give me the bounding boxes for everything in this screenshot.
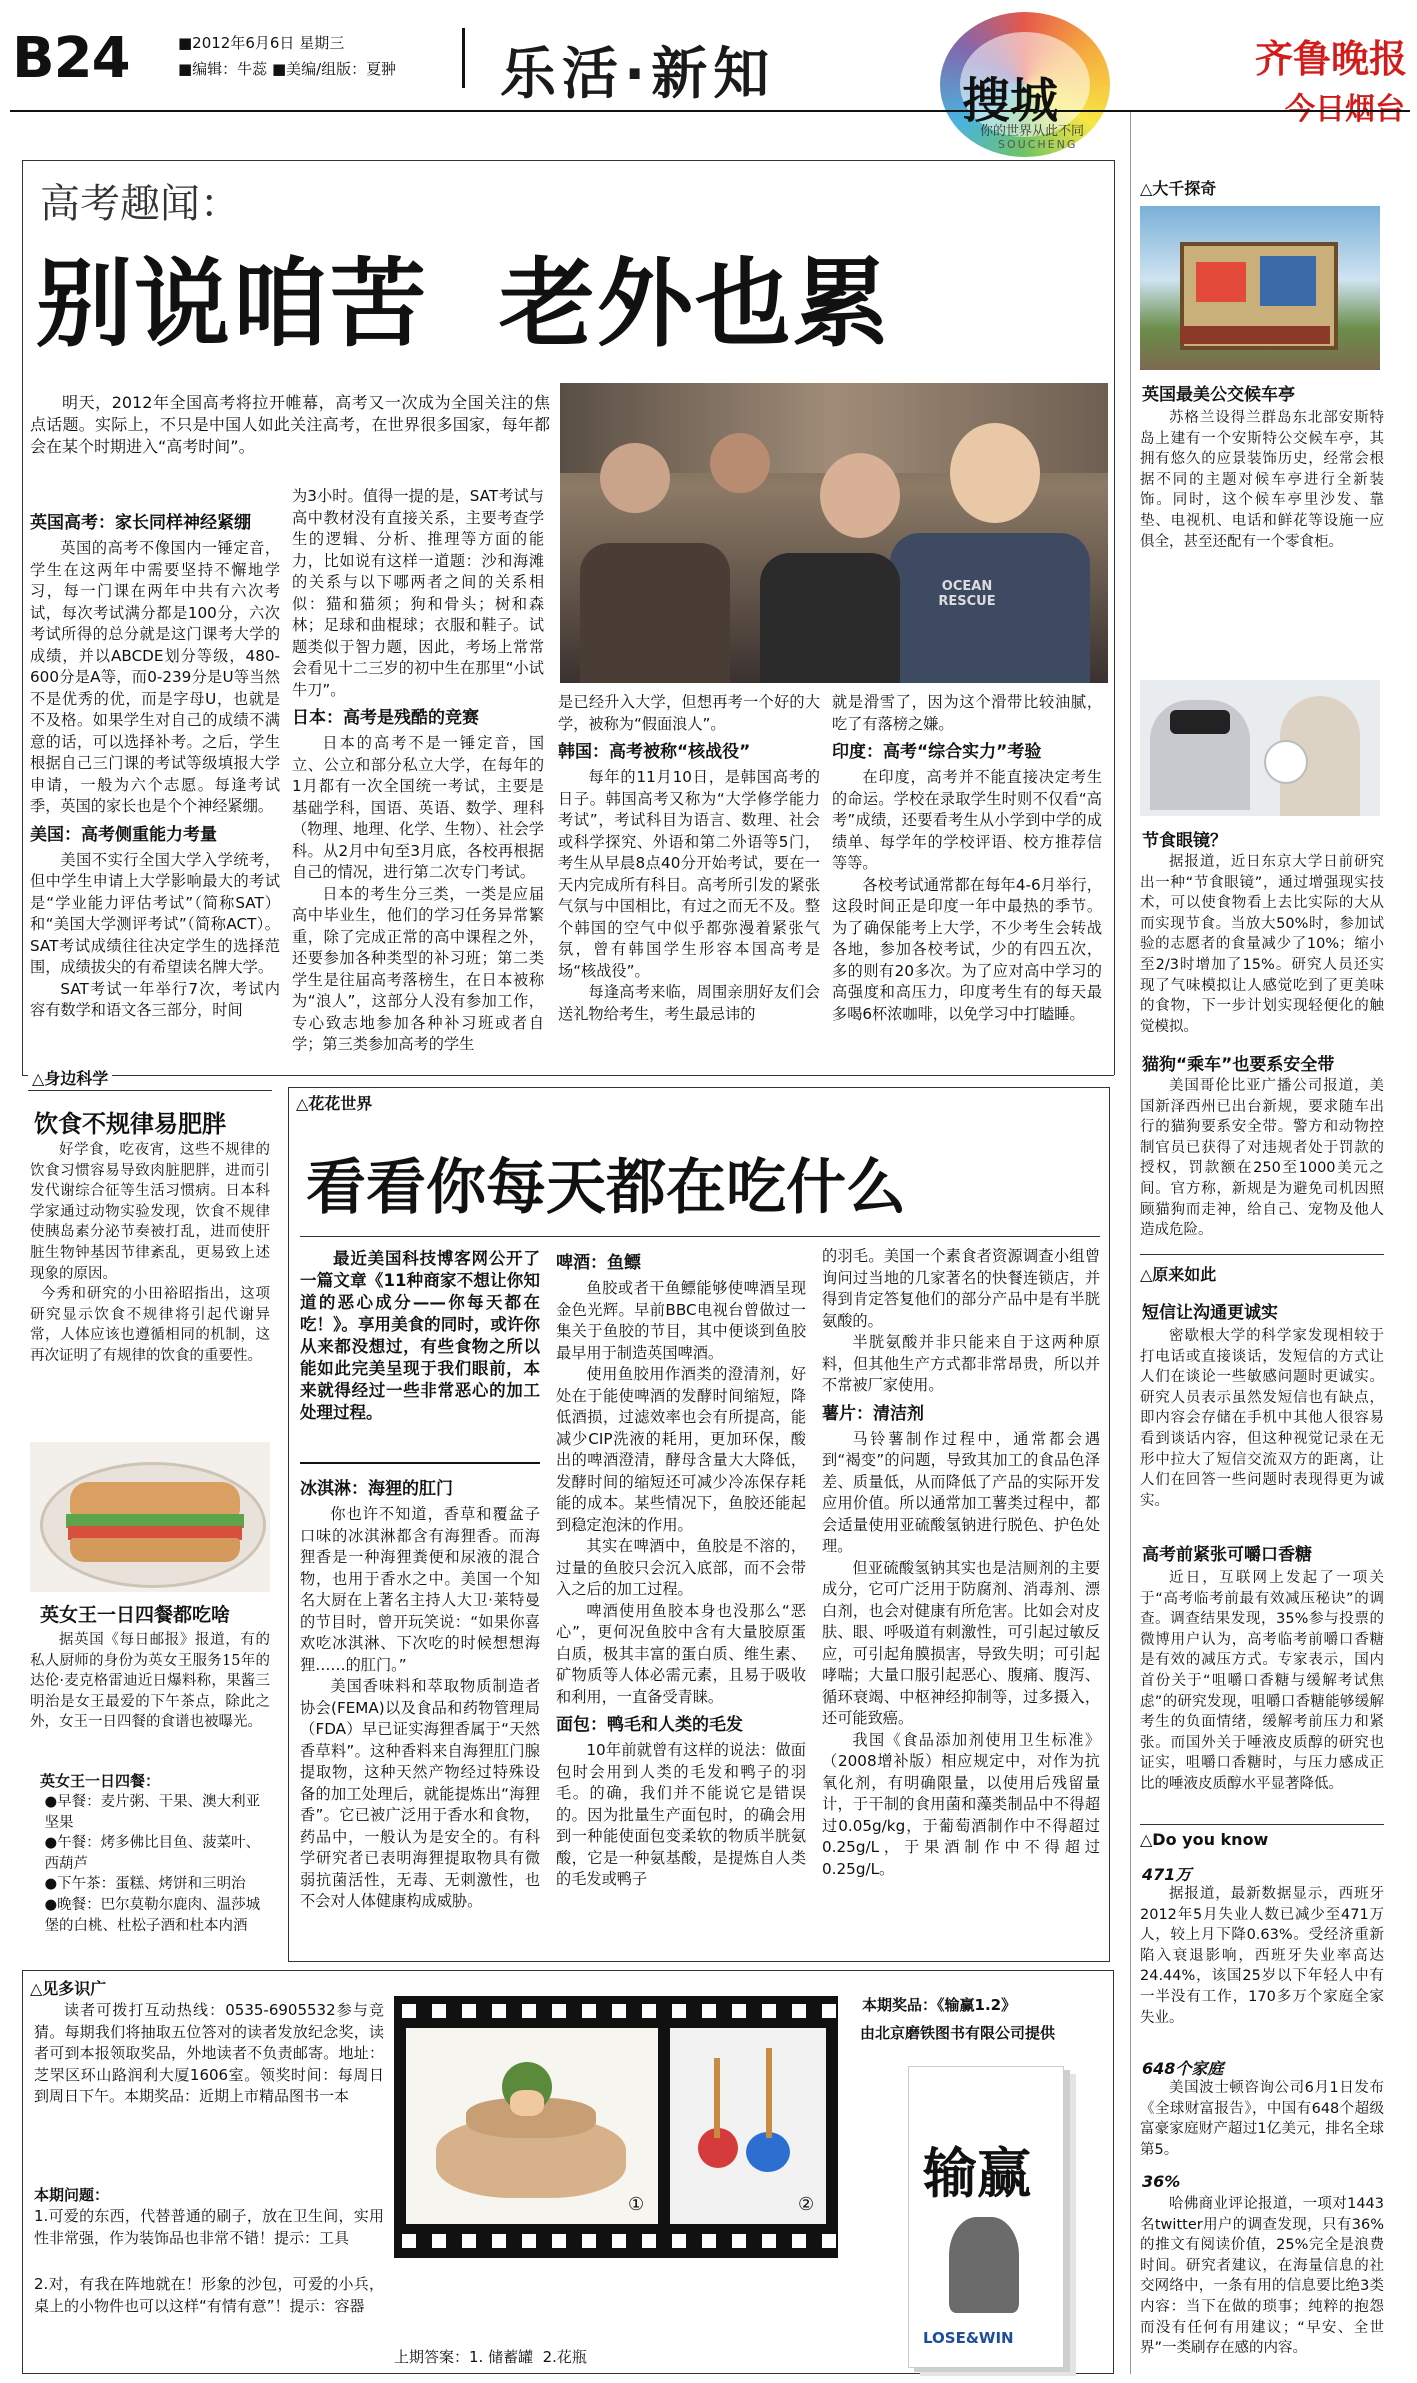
- stat-3-body: 哈佛商业评论报道，一项对1443名twitter用户的调查发现，只有36%的推文有阅读价值，25%完全是浪费时间。研究者建议，在海量信息的社交网络中，一条有用的信息要比绝3类内容：当下在做的琐事；纯粹的抱怨而没有任何有用建议；“早安、全世界”一类刷存在感的内容。: [1140, 2196, 1384, 2357]
- book-cover: [908, 2066, 1064, 2368]
- editor-credits: ■编辑：牛蕊 ■美编/组版：夏翀: [178, 60, 397, 78]
- lead-bottom-rule: [22, 1075, 1114, 1076]
- film-strip: [394, 1996, 838, 2258]
- meal-item: ●午餐：烤多佛比目鱼、菠菜叶、西葫芦: [44, 1835, 261, 1872]
- paragraph: 是已经升入大学，但想再考一个好的大学，被称为“假面浪人”。: [558, 693, 820, 733]
- feature-headline: 看看你每天都在吃什么: [306, 1153, 906, 1223]
- lead-left-rule: [22, 160, 23, 1075]
- section-label-world: △花花世界: [296, 1094, 373, 1113]
- quiz-question-1: 1.可爱的东西，代替普通的刷子，放在卫生间，实用性非常强，作为装饰品也非常不错！提示：工具: [34, 2207, 384, 2247]
- page-number: B24: [12, 26, 130, 91]
- subheading: 啤酒：鱼鳔: [556, 1253, 641, 1273]
- queen-meals-list: [30, 1792, 270, 1952]
- paragraph: 美国不实行全国大学入学统考，但中学生申请上大学影响最大的考试是“学业能力评估考试”（简称SAT）和“美国大学测评考试”（简称ACT）。SAT考试成绩往往决定学生的选择范围，成绩拔尖的有希望读名牌大学。: [30, 850, 280, 976]
- stat-1-body: 据报道，最新数据显示，西班牙2012年5月失业人数已减少至471万人，较上月下降0.63%。受经济重新陷入衰退影响，西班牙失业率高达24.44%，该国25岁以下年轻人中有一半没有工作，170多万个家庭全家失业。: [1140, 1886, 1384, 2026]
- feature-col-3: [822, 1246, 1100, 1954]
- prize-line-1: 本期奖品：《输赢1.2》: [862, 1996, 1017, 2014]
- paragraph: 马铃薯制作过程中，通常都会遇到“褐变”的问题，导致其加工的食品色泽差、质量低，从而降低了产品的实际开发应用价值。所以通常加工薯类过程中，都会适量使用亚硫酸氢钠进行脱色、护色处理。: [822, 1429, 1100, 1555]
- logo-text: 搜城: [962, 73, 1059, 129]
- quiz-label-2: ②: [798, 2194, 815, 2215]
- section-label-reason: △原来如此: [1140, 1265, 1217, 1284]
- subheading: 韩国：高考被称“核战役”: [558, 742, 751, 762]
- paragraph: 各校考试通常都在每年4-6月举行，这段时间正是印度一年中最热的季节。为了确保能考上大学，不少考生会转战各地，参加各校考试，少的有四五次，多的则有20多次。为了应对高中学习的高强度和高压力，印度考生有的每天最多喝6杯浓咖啡，以免学习中打瞌睡。: [832, 875, 1102, 1023]
- gum-title: 高考前紧张可嚼口香糖: [1142, 1545, 1312, 1565]
- pet-seatbelt-title: 猫狗“乘车”也要系安全带: [1142, 1055, 1335, 1075]
- newspaper-name: 齐鲁晚报: [1254, 36, 1407, 81]
- bus-shelter-title: 英国最美公交候车亭: [1142, 385, 1295, 405]
- students-photo: [560, 383, 1108, 683]
- lead-headline: 别说咱苦 老外也累: [36, 248, 891, 360]
- book-figure-icon: [949, 2217, 1019, 2313]
- logo-english: SOUCHENG: [998, 138, 1078, 151]
- queen-meals-title: 英女王一日四餐都吃啥: [40, 1604, 231, 1626]
- quiz-intro: 读者可拨打互动热线：0535-6905532参与竞猜。每期我们将抽取五位答对的读者发放纪念奖，读者可到本报领取奖品，外地读者不负责邮寄。地址：芝罘区环山路润利大厦1606室。领奖时间：每周日到周日下午。本期奖品：近期上市精品图书一本: [34, 2001, 384, 2105]
- section-label-did-you-know: △Do you know: [1140, 1830, 1269, 1849]
- diet-glasses-photo: [1140, 680, 1380, 816]
- lead-kicker: 高考趣闻：: [40, 181, 240, 227]
- meal-item: ●下午茶：蛋糕、烤饼和三明治: [44, 1876, 246, 1893]
- logo-slogan: 你的世界从此不同: [980, 124, 1085, 139]
- lead-intro: 明天，2012年全国高考将拉开帷幕，高考又一次成为全国关注的焦点话题。实际上，不只是中国人如此关注高考，在世界很多国家，每年都会在某个时期进入“高考时间”。: [30, 393, 550, 456]
- pet-seatbelt-body: 美国哥伦比亚广播公司报道，美国新泽西州已出台新规，要求随车出行的猫狗要系安全带。警方和动物控制官员已获得了对违规者处于罚款的授权，罚款额在250至1000美元之间。官方称，新规是为避免司机因照顾猫狗而走神，给自己、宠物及他人造成危险。: [1140, 1078, 1384, 1239]
- paragraph: 鱼胶或者干鱼鳔能够使啤酒呈现金色光辉。早前BBC电视台曾做过一集关于鱼胶的节目，其中便谈到鱼胶最早用于制造英国啤酒。: [556, 1279, 806, 1362]
- paragraph: 其实在啤酒中，鱼胶是不溶的，过量的鱼胶只会沉入底部，而不会带入之后的加工过程。: [556, 1537, 806, 1598]
- film-perforations-bottom: [394, 2234, 838, 2248]
- section-label-science: △身边科学: [28, 1066, 112, 1089]
- diet-glasses-body: 据报道，近日东京大学日前研究出一种“节食眼镜”，通过增强现实技术，可以使食物看上去比实际的大从而实现节食。当放大50%时，参加试验的志愿者的食量减少了10%；缩小至2/3时增加了15%。研究人员还实现了气味模拟让人感觉吃到了更美味的食物，下一步计划实现轻便化的触觉模拟。: [1140, 854, 1384, 1035]
- feature-col-2: [556, 1246, 806, 1954]
- issue-date: ■2012年6月6日 星期三: [178, 34, 345, 52]
- last-issue-answer: 上期答案：1. 储蓄罐 2.花瓶: [394, 2348, 587, 2366]
- stat-1-heading: 471万: [1142, 1865, 1192, 1884]
- lead-col-1: [30, 506, 280, 1068]
- subheading: 冰淇淋：海狸的肛门: [300, 1479, 453, 1499]
- paragraph: 每逢高考来临，周围亲朋好友们会送礼物给考生，考生最忌讳的: [558, 983, 820, 1023]
- paragraph: 你也许不知道，香草和覆盆子口味的冰淇淋都含有海狸香。而海狸香是一种海狸粪便和尿液的混合物，也用于香水之中。美国一个知名大厨在上著名主持人大卫·莱特曼的节目时，曾开玩笑说：“如果你喜欢吃冰淇淋、下次吃的时候想想海狸……的肛门。”: [300, 1505, 540, 1674]
- paragraph: 使用鱼胶用作酒类的澄清剂，好处在于能使啤酒的发酵时间缩短，降低酒损，过滤效率也会有所提高，能减少CIP洗液的耗用，更加环保，酸出的啤酒澄清，酵母含量大大降低，发酵时间的缩短还可减少冷冻保存耗能的成本。某些情况下，鱼胶还能起到稳定泡沫的作用。: [556, 1365, 806, 1534]
- paragraph: SAT考试一年举行7次，考试内容有数学和语文各三部分，时间: [30, 979, 280, 1019]
- gum-body: 近日，互联网上发起了一项关于“高考临考前最有效减压秘诀”的调查。调查结果发现，35%参与投票的微博用户认为，高考临考前嚼口香糖是有效的减压方式。专家表示，国内首份关于“咀嚼口香糖与缓解考试焦虑”的研究发现，咀嚼口香糖能够缓解考生的负面情绪，缓解考前压力和紧张。而国外关于唾液皮质醇的研究也证实，咀嚼口香糖时，与压力感成正比的唾液皮质醇水平显著降低。: [1140, 1570, 1384, 1792]
- paragraph: 10年前就曾有这样的说法：做面包时会用到人类的毛发和鸭子的羽毛。的确，我们并不能说它是错误的。因为批量生产面包时，的确会用到一种能使面包变柔软的物质半胱氨酸，它是一种氨基酸，是提炼自人类的毛发或鸭子: [556, 1741, 806, 1888]
- section-label-knowledge: △见多识广: [30, 1979, 107, 1998]
- paragraph: 但亚硫酸氢钠其实也是洁厕剂的主要成分，它可广泛用于防腐剂、消毒剂、漂白剂，也会对健康有所危害。比如会对皮肤、眼、呼吸道有刺激性，可引起过敏反应，可引起角膜损害，导致失明；可引起哮喘；大量口服引起恶心、腹痛、腹泻、循环衰竭、中枢神经抑制等，过多摄入，还可能致癌。: [822, 1558, 1100, 1727]
- shirt-print: OCEAN RESCUE: [938, 579, 996, 609]
- paragraph: 英国的高考不像国内一锤定音，学生在这两年中需要坚持不懈地学习，每一门课在两年中共有六次考试，每次考试满分都是100分，六次考试所得的总分就是这门课考大学的成绩，并以ABCDE划分等级，480-600分是A等，而0-239分是U等当然不是优秀的优，而是字母U，也就是不及格。如果学生对自己的成绩不满意的话，可以选择补考。之后，学生根据自己三门课的考试等级填报大学申请，一般为六个志愿。每逢考试季，英国的家长也是个个神经紧绷。: [30, 539, 280, 815]
- masthead-rule: [10, 110, 1410, 112]
- section-title: 乐活·新知: [500, 42, 776, 107]
- science-title: 饮食不规律易肥胖: [34, 1110, 226, 1138]
- soucheng-logo: [900, 12, 1240, 162]
- paragraph: 日本的高考不是一锤定音，国立、公立和部分私立大学，在每年的1月都有一次全国统一考试，主要是基础学科，国语、英语、数学、理科（物理、地理、化学、生物）、社会学科。从2月中旬至3月底，各校再根据自己的情况，进行第二次专门考试。: [292, 734, 544, 881]
- feature-lead: 最近美国科技博客网公开了一篇文章《11种商家不想让你知道的恶心成分——你每天都在吃！》。享用美食的同时，或许你从来都没想过，有些食物之所以能如此完美呈现于我们眼前，本来就得经过一些非常恶心的加工处理过程。: [300, 1249, 540, 1422]
- book-title: 输赢: [923, 2142, 1031, 2205]
- paragraph: 半胱氨酸并非只能来自于这两种原料，但其他生产方式都非常昂贵，所以并不常被厂家使用。: [822, 1333, 1100, 1394]
- lead-col-2: [292, 486, 544, 1068]
- quiz-label-1: ①: [628, 2194, 645, 2215]
- subheading: 薯片：清洁剂: [822, 1403, 924, 1424]
- paragraph: 啤酒使用鱼胶本身也没那么“恶心”，更何况鱼胶中含有大量胶原蛋白质，极其丰富的蛋白质、维生素、矿物质等人体必需元素，且易于吸收和利用，一直备受青睐。: [556, 1601, 806, 1706]
- bus-shelter-body: 苏格兰设得兰群岛东北部安斯特岛上建有一个安斯特公交候车亭，其拥有悠久的应景装饰历史，经常会根据不同的主题对候车亭进行全新装饰。同时，这个候车亭里沙发、靠垫、电视机、电话和鲜花等设施一应俱全，甚至还配有一个零食柜。: [1140, 410, 1384, 550]
- lead-top-rule: [22, 160, 1114, 161]
- meal-item: ●早餐：麦片粥、干果、澳大利亚坚果: [44, 1794, 261, 1831]
- sandwich-photo: [30, 1442, 270, 1592]
- paragraph: 的羽毛。美国一个素食者资源调查小组曾询问过当地的几家著名的快餐连锁店，并得到肯定答复他们的部分产品中是有半胱氨酸的。: [822, 1247, 1100, 1330]
- subheading: 英国高考：家长同样神经紧绷: [30, 513, 251, 533]
- feature-col-1: [300, 1472, 540, 1954]
- masthead-divider: [462, 28, 465, 88]
- lead-right-rule: [1114, 160, 1115, 1075]
- book-english-title: LOSE&WIN: [923, 2329, 1014, 2347]
- paragraph: 就是滑雪了，因为这个滑带比较油腻，吃了有落榜之嫌。: [832, 693, 1102, 733]
- stat-3-heading: 36%: [1142, 2172, 1181, 2191]
- film-perforations-top: [394, 2004, 838, 2018]
- paragraph: 每年的11月10日，是韩国高考的日子。韩国高考又称为“大学修学能力考试”，考试科目为语言、数理、社会或科学探究、外语和第二外语等5门，考生从早晨8点40分开始考试，要在一天内完成所有科目。高考所引发的紧张气氛与中国相比，有过之而无不及。整个韩国的空气中似乎都弥漫着紧张气氛，曾有韩国学生形容本国高考是场“核战役”。: [558, 768, 820, 980]
- meal-item: ●晚餐：巴尔莫勒尔鹿肉、温莎城堡的白桃、杜松子酒和杜本内酒: [44, 1896, 261, 1934]
- lead-col-3: [558, 692, 820, 1068]
- diet-glasses-title: 节食眼镜？: [1142, 831, 1227, 851]
- paragraph: 日本的考生分三类，一类是应届高中毕业生，他们的学习任务异常繁重，除了完成正常的高中课程之外，还要参加各种类型的补习班；第二类学生是往届高考落榜生，在日本被称为“浪人”，这部分人没有参加工作，专心致志地参加各种补习班或者自学；第三类参加高考的学生: [292, 884, 544, 1053]
- subheading: 面包：鸭毛和人类的毛发: [556, 1715, 743, 1735]
- section-label-wonders: △大千探奇: [1140, 179, 1217, 198]
- quiz-photo-1: [406, 2028, 658, 2224]
- prize-line-2: 由北京磨铁图书有限公司提供: [860, 2024, 1056, 2042]
- sms-honesty-body: 密歇根大学的科学家发现相较于打电话或直接谈话，发短信的方式让人们在谈论一些敏感问题时更诚实。研究人员表示虽然发短信也有缺点，即内容会存储在手机中其他人很容易看到谈话内容，但这种视觉记录在无形中拉大了短信交流双方的距离，让人们在回答一些问题时表现得更为诚实。: [1140, 1328, 1384, 1509]
- subheading: 印度：高考“综合实力”考验: [832, 742, 1042, 762]
- paragraph: 在印度，高考并不能直接决定考生的命运。学校在录取学生时则不仅看“高考”成绩，还要看考生从小学到中学的成绩单、每学年的学校评语、校方推荐信等等。: [832, 768, 1102, 872]
- paragraph: 为3小时。值得一提的是，SAT考试与高中教材没有直接关系，主要考查学生的逻辑、分析、推理等方面的能力，比如说有这样一道题：沙和海滩的关系与以下哪两者之间的关系相似：猫和猫须；狗和骨头；树和森林；足球和曲棍球；衣服和鞋子。试题类似于智力题，因此，考场上常常会看见十二三岁的初中生在那里“小试牛刀”。: [292, 487, 544, 699]
- subheading: 美国：高考侧重能力考量: [30, 824, 217, 845]
- quiz-photo-2: [670, 2028, 826, 2224]
- queen-meals-subtitle: 英女王一日四餐：: [40, 1772, 161, 1790]
- quiz-question-2: 2.对，有我在阵地就在！形象的沙包，可爱的小兵，桌上的小物件也可以这样“有情有意”！提示：容器: [34, 2275, 384, 2315]
- queen-meals-body: 据英国《每日邮报》报道，有的私人厨师的身份为英女王服务15年的达伦·麦克格雷迪近日爆料称，果酱三明治是女王最爱的下午茶点，除此之外，女王一日四餐的食谱也被曝光。: [30, 1632, 270, 1731]
- quiz-question-heading: 本期问题：: [34, 2186, 110, 2204]
- science-body: 好学食，吃夜宵，这些不规律的饮食习惯容易导致肉脏肥胖，进而引发代谢综合征等生活习惯病。日本科学家通过动物实验发现，饮食不规律使胰岛素分泌节奏被打乱，进而使肝脏生物钟基因节律紊乱，更易致上述现象的原因。 今秀和研究的小田裕昭指出，这项研究显示饮食不规律将引起代谢异常，人体应该也遵循相同的机制，这再次证明了有规律的饮食的重要性。: [30, 1142, 270, 1364]
- stat-2-heading: 648个家庭: [1142, 2059, 1224, 2078]
- paragraph: 我国《食品添加剂使用卫生标准》（2008增补版）相应规定中，对作为抗氧化剂，有明确限量，以使用后残留量计，于干制的食用菌和藻类制品中不得超过0.05g/kg，于葡萄酒制作中不得超过0.25g/L，于果酒制作中不得超过0.25g/L。: [822, 1730, 1100, 1878]
- paragraph: 美国香味料和萃取物质制造者协会(FEMA)以及食品和药物管理局（FDA）早已证实海狸香属于“天然香草料”。这种香料来自海狸肛门腺提取物，这种天然产物经过特殊设备的加工处理后，就能提炼出“海狸香”。它已被广泛用于香水和食物，药品中，一般认为是安全的。有科学研究者已表明海狸提取物具有微弱抗菌活性，无毒、无刺激性，也不会对人体健康构成威胁。: [300, 1677, 540, 1910]
- edition-name: 今日烟台: [1285, 92, 1405, 127]
- sms-honesty-title: 短信让沟通更诚实: [1142, 1303, 1278, 1323]
- bus-shelter-photo: [1140, 206, 1380, 370]
- lead-col-4: [832, 692, 1102, 1068]
- subheading: 日本：高考是残酷的竞赛: [292, 708, 479, 728]
- stat-2-body: 美国波士顿咨询公司6月1日发布《全球财富报告》，中国有648个超级富豪家庭财产超过1亿美元，排名全球第5。: [1140, 2080, 1384, 2158]
